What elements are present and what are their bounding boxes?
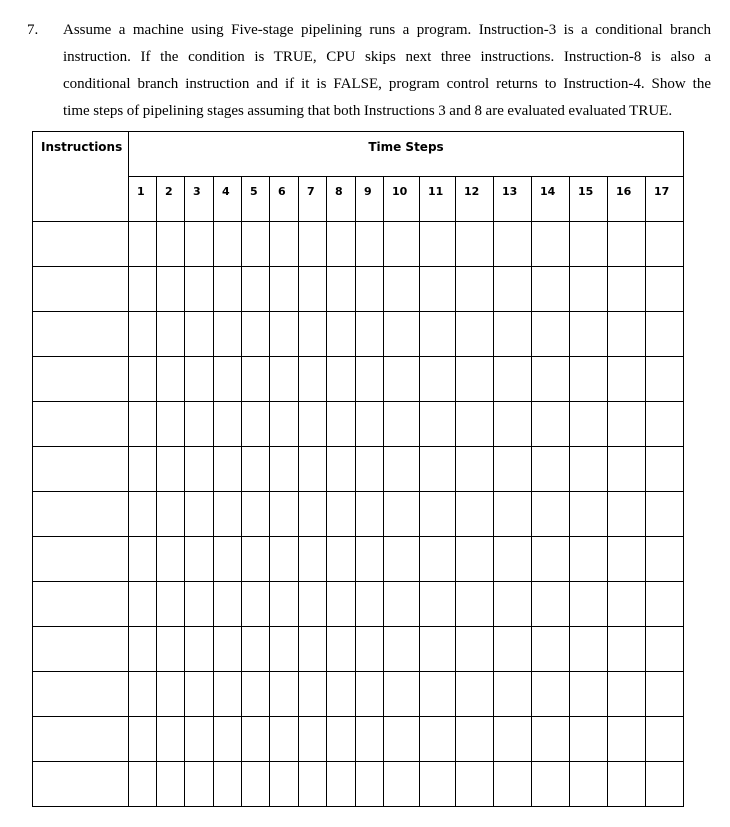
stage-cell[interactable] (570, 492, 608, 537)
stage-cell[interactable] (456, 267, 494, 312)
stage-cell[interactable] (608, 447, 646, 492)
stage-cell[interactable] (532, 402, 570, 447)
instruction-cell[interactable] (33, 222, 129, 267)
stage-cell[interactable] (570, 537, 608, 582)
stage-cell[interactable] (299, 672, 327, 717)
stage-cell[interactable] (242, 537, 270, 582)
stage-cell[interactable] (129, 627, 157, 672)
stage-cell[interactable] (129, 672, 157, 717)
stage-cell[interactable] (129, 312, 157, 357)
time-step-8: 8 (327, 177, 356, 222)
stage-cell[interactable] (384, 627, 420, 672)
stage-cell[interactable] (356, 672, 384, 717)
table-row (33, 627, 684, 672)
table-row (33, 582, 684, 627)
question-line-1: Assume a machine using Five-stage pipelining runs a program. Instruction-3 is a conditional branch (63, 22, 711, 38)
instruction-cell[interactable] (33, 537, 129, 582)
stage-cell[interactable] (157, 447, 185, 492)
stage-cell[interactable] (608, 312, 646, 357)
time-step-12: 12 (456, 177, 494, 222)
instruction-cell[interactable] (33, 357, 129, 402)
stage-cell[interactable] (420, 222, 456, 267)
table-row (33, 492, 684, 537)
stage-cell[interactable] (646, 762, 684, 807)
stage-cell[interactable] (384, 222, 420, 267)
table-row (33, 537, 684, 582)
stage-cell[interactable] (129, 537, 157, 582)
stage-cell[interactable] (420, 357, 456, 402)
stage-cell[interactable] (646, 447, 684, 492)
stage-cell[interactable] (327, 447, 356, 492)
stage-cell[interactable] (270, 672, 299, 717)
stage-cell[interactable] (608, 492, 646, 537)
stage-cell[interactable] (157, 312, 185, 357)
stage-cell[interactable] (494, 402, 532, 447)
instruction-cell[interactable] (33, 672, 129, 717)
stage-cell[interactable] (494, 672, 532, 717)
stage-cell[interactable] (570, 312, 608, 357)
stage-cell[interactable] (356, 492, 384, 537)
stage-cell[interactable] (570, 447, 608, 492)
stage-cell[interactable] (185, 762, 214, 807)
stage-cell[interactable] (214, 357, 242, 402)
table-row (33, 357, 684, 402)
time-step-15: 15 (570, 177, 608, 222)
stage-cell[interactable] (570, 627, 608, 672)
stage-cell[interactable] (356, 717, 384, 762)
stage-cell[interactable] (214, 672, 242, 717)
stage-cell[interactable] (270, 627, 299, 672)
stage-cell[interactable] (356, 312, 384, 357)
stage-cell[interactable] (646, 267, 684, 312)
stage-cell[interactable] (157, 537, 185, 582)
stage-cell[interactable] (494, 357, 532, 402)
stage-cell[interactable] (270, 717, 299, 762)
stage-cell[interactable] (494, 267, 532, 312)
stage-cell[interactable] (214, 402, 242, 447)
stage-cell[interactable] (494, 222, 532, 267)
stage-cell[interactable] (384, 312, 420, 357)
stage-cell[interactable] (157, 627, 185, 672)
question-line-4: time steps of pipelining stages assuming that both Instructions 3 and 8 are evaluated evaluated TRUE. (63, 103, 673, 119)
stage-cell[interactable] (356, 267, 384, 312)
stage-cell[interactable] (532, 492, 570, 537)
stage-cell[interactable] (532, 537, 570, 582)
stage-cell[interactable] (608, 222, 646, 267)
stage-cell[interactable] (327, 402, 356, 447)
stage-cell[interactable] (356, 357, 384, 402)
table-row (33, 762, 684, 807)
table-row (33, 267, 684, 312)
stage-cell[interactable] (608, 627, 646, 672)
instructions-header: Instructions (33, 132, 129, 222)
time-step-1: 1 (129, 177, 157, 222)
stage-cell[interactable] (384, 447, 420, 492)
time-step-13: 13 (494, 177, 532, 222)
time-step-9: 9 (356, 177, 384, 222)
stage-cell[interactable] (456, 717, 494, 762)
stage-cell[interactable] (420, 762, 456, 807)
stage-cell[interactable] (270, 492, 299, 537)
stage-cell[interactable] (299, 222, 327, 267)
stage-cell[interactable] (214, 492, 242, 537)
stage-cell[interactable] (242, 222, 270, 267)
stage-cell[interactable] (185, 402, 214, 447)
stage-cell[interactable] (185, 717, 214, 762)
time-step-17: 17 (646, 177, 684, 222)
question-number: 7. (27, 22, 39, 38)
stage-cell[interactable] (384, 762, 420, 807)
time-step-16: 16 (608, 177, 646, 222)
stage-cell[interactable] (384, 267, 420, 312)
stage-cell[interactable] (420, 717, 456, 762)
stage-cell[interactable] (129, 717, 157, 762)
stage-cell[interactable] (356, 582, 384, 627)
stage-cell[interactable] (270, 762, 299, 807)
stage-cell[interactable] (570, 222, 608, 267)
instruction-cell[interactable] (33, 627, 129, 672)
table-row (33, 222, 684, 267)
stage-cell[interactable] (420, 627, 456, 672)
stage-cell[interactable] (646, 717, 684, 762)
stage-cell[interactable] (299, 447, 327, 492)
time-step-6: 6 (270, 177, 299, 222)
instruction-cell[interactable] (33, 492, 129, 537)
stage-cell[interactable] (157, 717, 185, 762)
stage-cell[interactable] (456, 402, 494, 447)
stage-cell[interactable] (456, 312, 494, 357)
stage-cell[interactable] (157, 672, 185, 717)
stage-cell[interactable] (157, 267, 185, 312)
stage-cell[interactable] (646, 222, 684, 267)
stage-cell[interactable] (646, 312, 684, 357)
pipeline-table (32, 131, 684, 807)
stage-cell[interactable] (299, 627, 327, 672)
stage-cell[interactable] (327, 492, 356, 537)
stage-cell[interactable] (570, 762, 608, 807)
stage-cell[interactable] (456, 582, 494, 627)
stage-cell[interactable] (299, 357, 327, 402)
time-step-10: 10 (384, 177, 420, 222)
stage-cell[interactable] (384, 537, 420, 582)
stage-cell[interactable] (420, 492, 456, 537)
table-body (33, 222, 684, 807)
stage-cell[interactable] (129, 267, 157, 312)
stage-cell[interactable] (214, 582, 242, 627)
time-step-row (33, 177, 684, 222)
stage-cell[interactable] (456, 447, 494, 492)
stage-cell[interactable] (608, 762, 646, 807)
stage-cell[interactable] (494, 717, 532, 762)
stage-cell[interactable] (420, 537, 456, 582)
stage-cell[interactable] (270, 582, 299, 627)
stage-cell[interactable] (494, 312, 532, 357)
stage-cell[interactable] (185, 267, 214, 312)
table-row (33, 672, 684, 717)
stage-cell[interactable] (532, 762, 570, 807)
stage-cell[interactable] (242, 762, 270, 807)
stage-cell[interactable] (214, 312, 242, 357)
stage-cell[interactable] (270, 357, 299, 402)
stage-cell[interactable] (157, 762, 185, 807)
stage-cell[interactable] (242, 717, 270, 762)
stage-cell[interactable] (327, 627, 356, 672)
stage-cell[interactable] (185, 447, 214, 492)
stage-cell[interactable] (129, 402, 157, 447)
stage-cell[interactable] (420, 582, 456, 627)
stage-cell[interactable] (356, 762, 384, 807)
stage-cell[interactable] (270, 222, 299, 267)
time-step-11: 11 (420, 177, 456, 222)
stage-cell[interactable] (214, 267, 242, 312)
stage-cell[interactable] (532, 672, 570, 717)
instruction-cell[interactable] (33, 312, 129, 357)
stage-cell[interactable] (570, 672, 608, 717)
stage-cell[interactable] (157, 582, 185, 627)
stage-cell[interactable] (356, 627, 384, 672)
stage-cell[interactable] (570, 357, 608, 402)
time-step-2: 2 (157, 177, 185, 222)
stage-cell[interactable] (420, 267, 456, 312)
stage-cell[interactable] (420, 402, 456, 447)
stage-cell[interactable] (384, 582, 420, 627)
stage-cell[interactable] (185, 312, 214, 357)
table-row (33, 717, 684, 762)
stage-cell[interactable] (570, 267, 608, 312)
stage-cell[interactable] (646, 672, 684, 717)
table-row (33, 402, 684, 447)
stage-cell[interactable] (646, 582, 684, 627)
time-step-14: 14 (532, 177, 570, 222)
stage-cell[interactable] (157, 357, 185, 402)
stage-cell[interactable] (532, 627, 570, 672)
stage-cell[interactable] (494, 447, 532, 492)
stage-cell[interactable] (299, 312, 327, 357)
stage-cell[interactable] (494, 762, 532, 807)
stage-cell[interactable] (185, 222, 214, 267)
question-line-3: conditional branch instruction and if it is FALSE, program control returns to Instruction-4. Show the (63, 76, 711, 92)
stage-cell[interactable] (129, 582, 157, 627)
time-step-5: 5 (242, 177, 270, 222)
table-row (33, 312, 684, 357)
time-step-7: 7 (299, 177, 327, 222)
stage-cell[interactable] (242, 312, 270, 357)
stage-cell[interactable] (456, 627, 494, 672)
stage-cell[interactable] (646, 627, 684, 672)
stage-cell[interactable] (129, 357, 157, 402)
instruction-cell[interactable] (33, 267, 129, 312)
stage-cell[interactable] (532, 222, 570, 267)
stage-cell[interactable] (129, 447, 157, 492)
question-line-2: instruction. If the condition is TRUE, CPU skips next three instructions. Instruction-8 is also a (63, 49, 711, 65)
instruction-cell[interactable] (33, 447, 129, 492)
stage-cell[interactable] (608, 357, 646, 402)
instruction-cell[interactable] (33, 762, 129, 807)
stage-cell[interactable] (299, 402, 327, 447)
instruction-cell[interactable] (33, 717, 129, 762)
stage-cell[interactable] (646, 492, 684, 537)
stage-cell[interactable] (646, 357, 684, 402)
stage-cell[interactable] (242, 447, 270, 492)
stage-cell[interactable] (185, 582, 214, 627)
stage-cell[interactable] (242, 492, 270, 537)
stage-cell[interactable] (129, 222, 157, 267)
stage-cell[interactable] (214, 627, 242, 672)
stage-cell[interactable] (570, 717, 608, 762)
stage-cell[interactable] (384, 717, 420, 762)
stage-cell[interactable] (356, 222, 384, 267)
stage-cell[interactable] (608, 672, 646, 717)
stage-cell[interactable] (494, 492, 532, 537)
stage-cell[interactable] (608, 402, 646, 447)
time-step-4: 4 (214, 177, 242, 222)
stage-cell[interactable] (270, 312, 299, 357)
stage-cell[interactable] (214, 537, 242, 582)
stage-cell[interactable] (299, 267, 327, 312)
stage-cell[interactable] (532, 357, 570, 402)
stage-cell[interactable] (532, 312, 570, 357)
stage-cell[interactable] (494, 537, 532, 582)
stage-cell[interactable] (270, 267, 299, 312)
stage-cell[interactable] (185, 672, 214, 717)
instruction-cell[interactable] (33, 402, 129, 447)
stage-cell[interactable] (456, 222, 494, 267)
stage-cell[interactable] (327, 357, 356, 402)
stage-cell[interactable] (242, 357, 270, 402)
stage-cell[interactable] (532, 447, 570, 492)
stage-cell[interactable] (157, 402, 185, 447)
stage-cell[interactable] (494, 627, 532, 672)
stage-cell[interactable] (420, 672, 456, 717)
stage-cell[interactable] (327, 537, 356, 582)
stage-cell[interactable] (570, 582, 608, 627)
stage-cell[interactable] (129, 492, 157, 537)
stage-cell[interactable] (299, 537, 327, 582)
time-step-3: 3 (185, 177, 214, 222)
stage-cell[interactable] (327, 582, 356, 627)
stage-cell[interactable] (327, 222, 356, 267)
time-steps-header: Time Steps (129, 132, 684, 177)
stage-cell[interactable] (214, 222, 242, 267)
stage-cell[interactable] (570, 402, 608, 447)
stage-cell[interactable] (532, 717, 570, 762)
stage-cell[interactable] (532, 582, 570, 627)
stage-cell[interactable] (270, 402, 299, 447)
stage-cell[interactable] (456, 357, 494, 402)
stage-cell[interactable] (242, 627, 270, 672)
stage-cell[interactable] (157, 492, 185, 537)
instruction-cell[interactable] (33, 582, 129, 627)
stage-cell[interactable] (242, 582, 270, 627)
stage-cell[interactable] (270, 537, 299, 582)
stage-cell[interactable] (185, 537, 214, 582)
stage-cell[interactable] (384, 402, 420, 447)
stage-cell[interactable] (356, 537, 384, 582)
stage-cell[interactable] (608, 267, 646, 312)
stage-cell[interactable] (299, 717, 327, 762)
stage-cell[interactable] (185, 492, 214, 537)
stage-cell[interactable] (608, 537, 646, 582)
stage-cell[interactable] (384, 672, 420, 717)
stage-cell[interactable] (157, 222, 185, 267)
stage-cell[interactable] (456, 762, 494, 807)
stage-cell[interactable] (185, 627, 214, 672)
stage-cell[interactable] (327, 672, 356, 717)
stage-cell[interactable] (270, 447, 299, 492)
stage-cell[interactable] (646, 537, 684, 582)
stage-cell[interactable] (299, 492, 327, 537)
stage-cell[interactable] (214, 447, 242, 492)
stage-cell[interactable] (532, 267, 570, 312)
stage-cell[interactable] (356, 447, 384, 492)
stage-cell[interactable] (384, 492, 420, 537)
stage-cell[interactable] (214, 762, 242, 807)
stage-cell[interactable] (420, 447, 456, 492)
stage-cell[interactable] (242, 672, 270, 717)
stage-cell[interactable] (327, 717, 356, 762)
stage-cell[interactable] (420, 312, 456, 357)
stage-cell[interactable] (129, 762, 157, 807)
stage-cell[interactable] (608, 717, 646, 762)
stage-cell[interactable] (456, 537, 494, 582)
stage-cell[interactable] (327, 312, 356, 357)
stage-cell[interactable] (646, 402, 684, 447)
stage-cell[interactable] (456, 672, 494, 717)
stage-cell[interactable] (242, 402, 270, 447)
stage-cell[interactable] (327, 762, 356, 807)
stage-cell[interactable] (327, 267, 356, 312)
stage-cell[interactable] (299, 582, 327, 627)
stage-cell[interactable] (384, 357, 420, 402)
stage-cell[interactable] (356, 402, 384, 447)
stage-cell[interactable] (242, 267, 270, 312)
stage-cell[interactable] (214, 717, 242, 762)
stage-cell[interactable] (185, 357, 214, 402)
stage-cell[interactable] (456, 492, 494, 537)
stage-cell[interactable] (494, 582, 532, 627)
table-row (33, 447, 684, 492)
stage-cell[interactable] (608, 582, 646, 627)
stage-cell[interactable] (299, 762, 327, 807)
